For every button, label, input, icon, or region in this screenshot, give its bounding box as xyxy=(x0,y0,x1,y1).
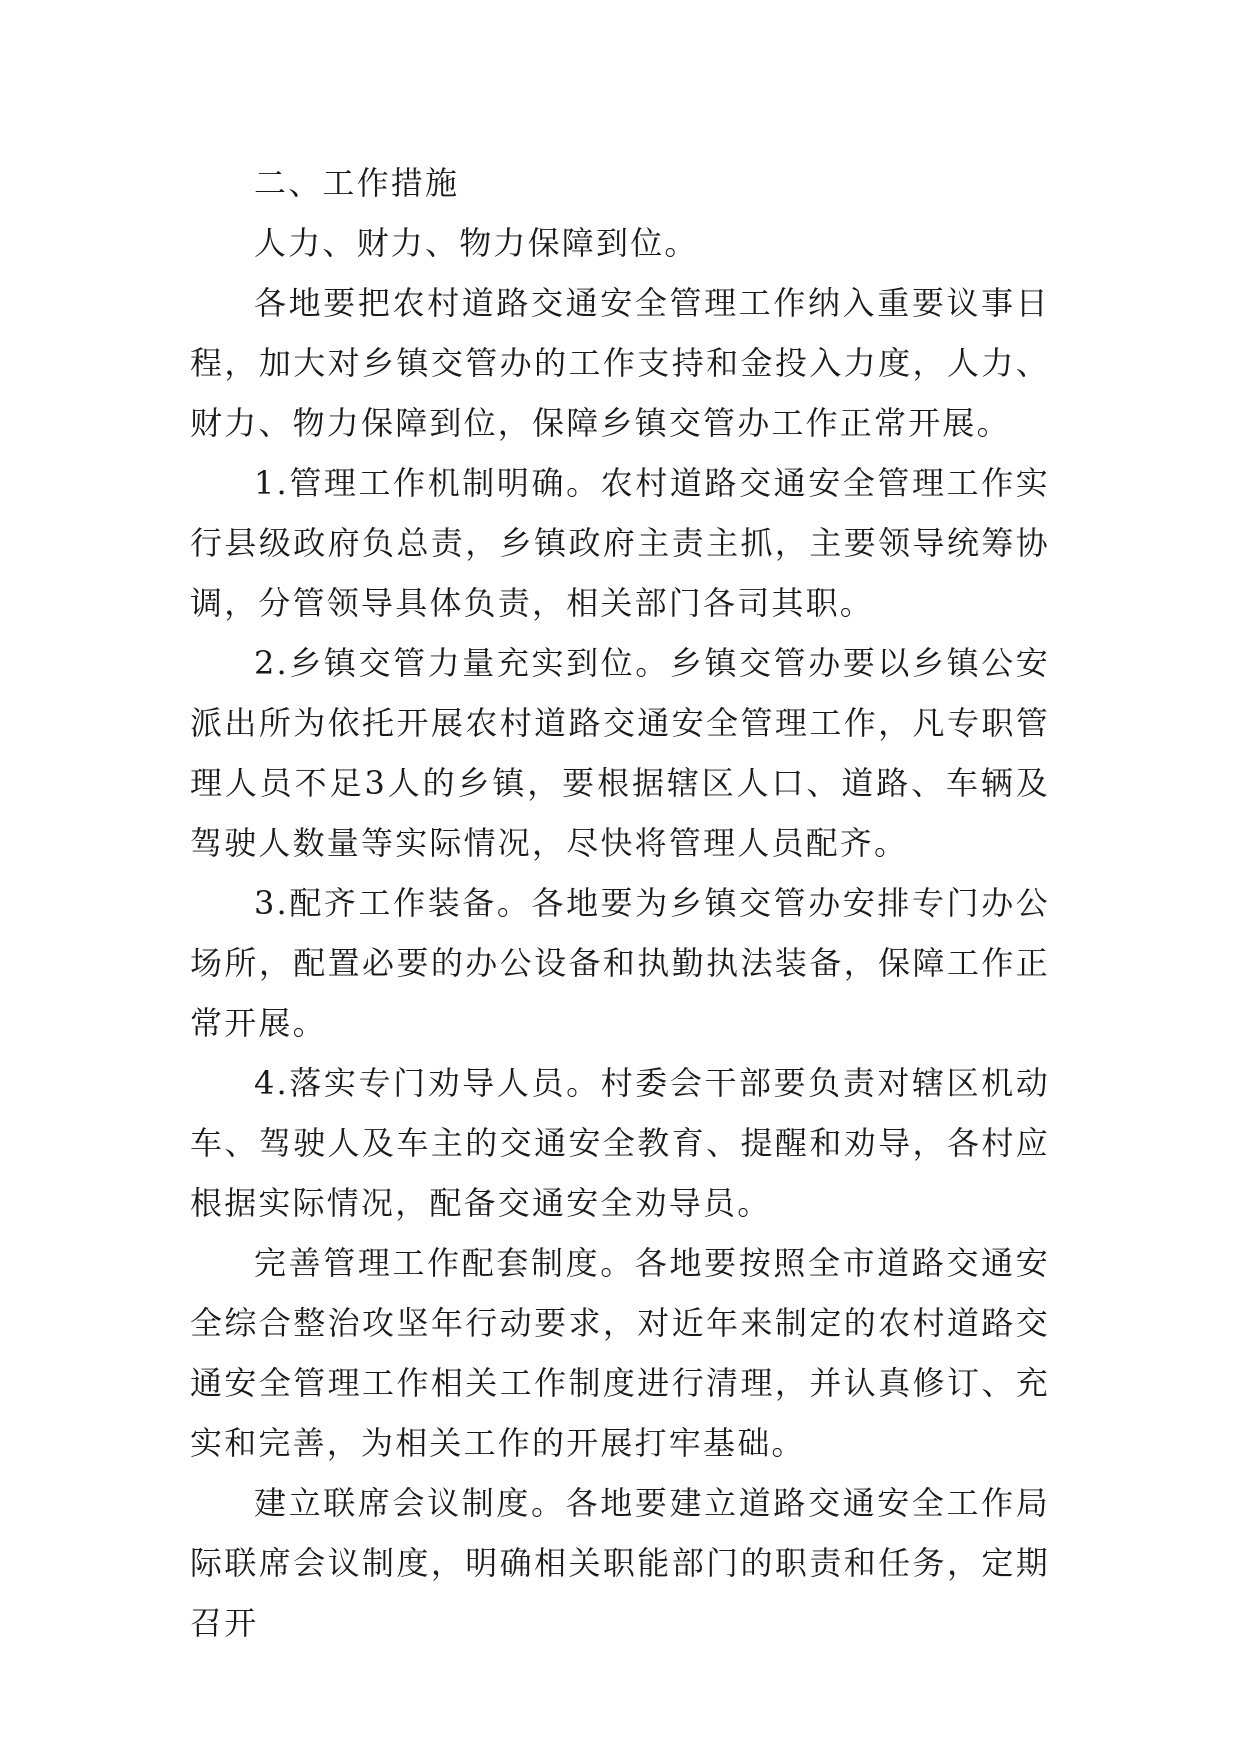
paragraph-joint-meeting: 建立联席会议制度。各地要建立道路交通安全工作局际联席会议制度，明确相关职能部门的职责和任务，定期召开 xyxy=(190,1484,1050,1642)
subheading-guarantee: 人力、财力、物力保障到位。 xyxy=(254,224,699,262)
paragraph-item-4: 4.落实专门劝导人员。村委会干部要负责对辖区机动车、驾驶人及车主的交通安全教育、提醒和劝导，各村应根据实际情况，配备交通安全劝导员。 xyxy=(190,1064,1050,1222)
paragraph-item-3: 3.配齐工作装备。各地要为乡镇交管办安排专门办公场所，配置必要的办公设备和执勤执法装备，保障工作正常开展。 xyxy=(190,884,1050,1042)
document-body xyxy=(190,153,1050,1653)
paragraph-guarantee-detail: 各地要把农村道路交通安全管理工作纳入重要议事日程，加大对乡镇交管办的工作支持和金投入力度，人力、财力、物力保障到位，保障乡镇交管办工作正常开展。 xyxy=(190,284,1050,442)
paragraph-item-2: 2.乡镇交管力量充实到位。乡镇交管办要以乡镇公安派出所为依托开展农村道路交通安全管理工作，凡专职管理人员不足3人的乡镇，要根据辖区人口、道路、车辆及驾驶人数量等实际情况，尽快将管理人员配齐。 xyxy=(190,644,1050,862)
paragraph-supporting-system: 完善管理工作配套制度。各地要按照全市道路交通安全综合整治攻坚年行动要求，对近年来制定的农村道路交通安全管理工作相关工作制度进行清理，并认真修订、充实和完善，为相关工作的开展打牢基础。 xyxy=(190,1244,1050,1462)
paragraph-item-1: 1.管理工作机制明确。农村道路交通安全管理工作实行县级政府负总责，乡镇政府主责主抓，主要领导统筹协调，分管领导具体负责，相关部门各司其职。 xyxy=(190,464,1050,622)
section-heading: 二、工作措施 xyxy=(254,164,460,202)
